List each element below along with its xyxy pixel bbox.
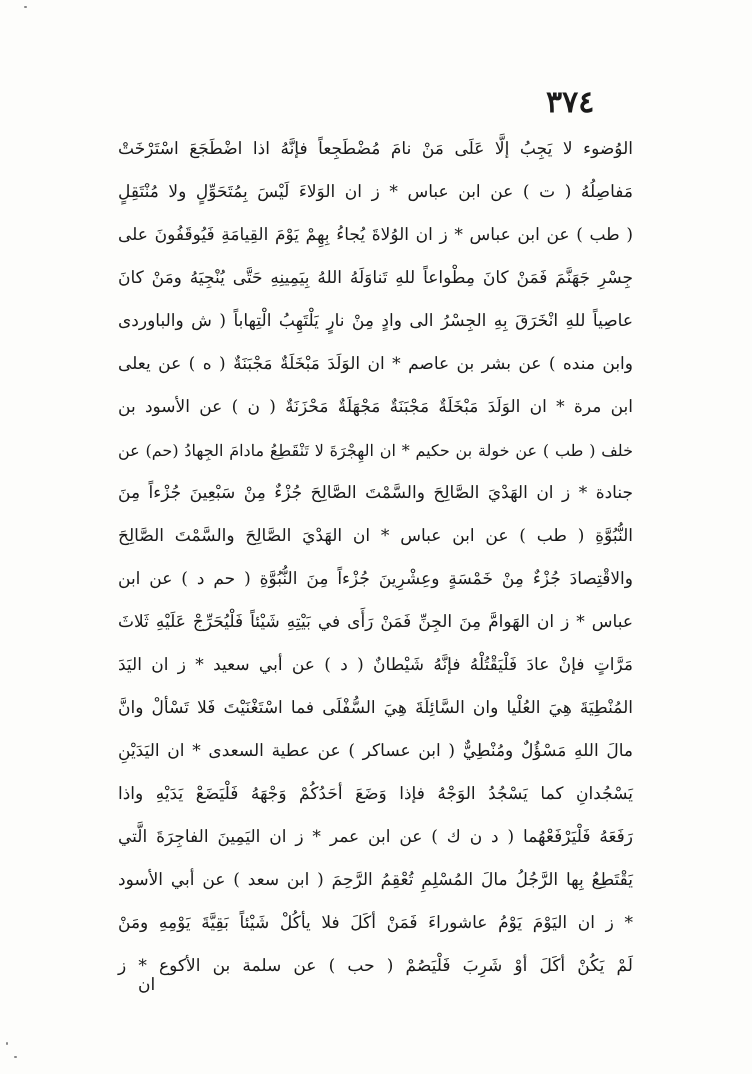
text-block [118, 128, 633, 988]
text-line: مَرَّاتٍ فإنْ عادَ فَلْيَقْتُلْهُ فإنَّهُ شَيْطانٌ ( د ) عن أبي سعيد * ز ان اليَدَ [118, 655, 633, 675]
text-line: وابن منده ) عن بشر بن عاصم * ان الوَلَدَ مَبْخَلَةٌ مَجْبَنَةٌ ( ه ) عن يعلى [118, 354, 633, 374]
text-line: يَسْجُدانِ كما يَسْجُدُ الوَجْهُ فإذا وَضَعَ أحَدُكُمْ وَجْهَهُ فَلْيَضَعْ يَدَيْهِ واذا [118, 784, 633, 804]
text-line: والاقْتِصادَ جُزْءٌ مِنْ خَمْسَةٍ وعِشْرِينَ جُزْءاً مِنَ النُّبُوَّةِ ( حم د ) عن ابن [118, 569, 633, 589]
text-line: جِسْرِ جَهَنَّمَ فَمَنْ كانَ مِطْواعاً للهِ تَناوَلَهُ اللهُ بِيَمِينِهِ حَتَّى يُنْجِيَهُ ومَنْ كانَ [118, 268, 633, 288]
text-line: المُنْطِيَةَ هِيَ العُلْيا وان السَّائِلَةَ هِيَ السُّفْلَى فما اسْتَغْنَيْتَ فَلا تَسْألْ وانَّ [118, 698, 633, 718]
scan-speck [6, 1042, 8, 1045]
text-line: لَمْ يَكُنْ أكَلَ أوْ شَرِبَ فَلْيَصُمْ ( حب ) عن سلمة بن الأكوع * ز [118, 956, 633, 976]
text-line: مَفاصِلُهُ ( ت ) عن ابن عباس * ز ان الوَلاءَ لَيْسَ بِمُتَحَوِّلٍ ولا مُنْتَقِلٍ [118, 182, 633, 202]
text-line: ابن مرة * ان الوَلَدَ مَبْخَلَةٌ مَجْبَنَةٌ مَجْهَلَةٌ مَحْزَنَةٌ ( ن ) عن الأسود بن [118, 397, 633, 417]
catchword-line [118, 964, 633, 1007]
text-line: مالَ اللهِ مَسْؤُلٌ ومُنْطِيٌّ ( ابن عساكر ) عن عطية السعدى * ان اليَدَيْنِ [118, 741, 633, 761]
catchword: ان [138, 975, 156, 995]
text-line: يَقْتَطِعُ بِها الرَّجُلُ مالَ المُسْلِمِ تُعْقِمُ الرَّحِمَ ( ابن سعد ) عن أبي الأسود [118, 870, 633, 890]
text-line: النُّبُوَّةِ ( طب ) عن ابن عباس * ان الهَدْيَ الصَّالِحَ والسَّمْتَ الصَّالِحَ [118, 526, 633, 546]
text-line: جنادة * ز ان الهَدْيَ الصَّالِحَ والسَّمْتَ الصَّالِحَ جُزْءٌ مِنْ سَبْعِينَ جُزْءاً مِنَ [118, 483, 633, 503]
text-line: رَفَعَهُ فَلْيَرْفَعْهُما ( د ن ك ) عن ابن عمر * ز ان اليَمِينَ الفاجِرَةَ الَّتي [118, 827, 633, 847]
text-line: الوُضوء لا يَجِبُ إلَّا عَلَى مَنْ نامَ مُضْطَجِعاً فإنَّهُ اذا اضْطَجَعَ اسْتَرْخَتْ [118, 139, 633, 159]
text-line: عاصِياً للهِ انْخَرَقَ بِهِ الجِسْرُ الى وادٍ مِنْ نارٍ يَلْتَهِبُ الْتِهاباً ( ش والباوردى [118, 311, 633, 331]
text-line: ( طب ) عن ابن عباس * ز ان الوُلاةَ يُجاءُ بِهِمْ يَوْمَ القِيامَةِ فَيُوقَفُونَ على [118, 225, 633, 245]
page-number: ٣٧٤ [546, 85, 595, 120]
scan-speck [14, 1056, 17, 1058]
text-line: خلف ( طب ) عن خولة بن حكيم * ان الهِجْرَةَ لا تَنْقَطِعُ مادامَ الجِهادُ (حم) عن [118, 441, 633, 460]
text-line: * ز ان اليَوْمَ يَوْمُ عاشوراءَ فَمَنْ أكَلَ فلا يأكُلْ شَيْئاً بَقِيَّةَ يَوْمِهِ ومَنْ [118, 913, 633, 933]
scan-speck [24, 6, 27, 8]
text-line: عباس * ز ان الهَوامَّ مِنَ الجِنِّ فَمَنْ رَأَى في بَيْتِهِ شَيْئاً فَلْيُحَرِّجْ عَلَيْهِ ثَلاثَ [118, 612, 633, 632]
